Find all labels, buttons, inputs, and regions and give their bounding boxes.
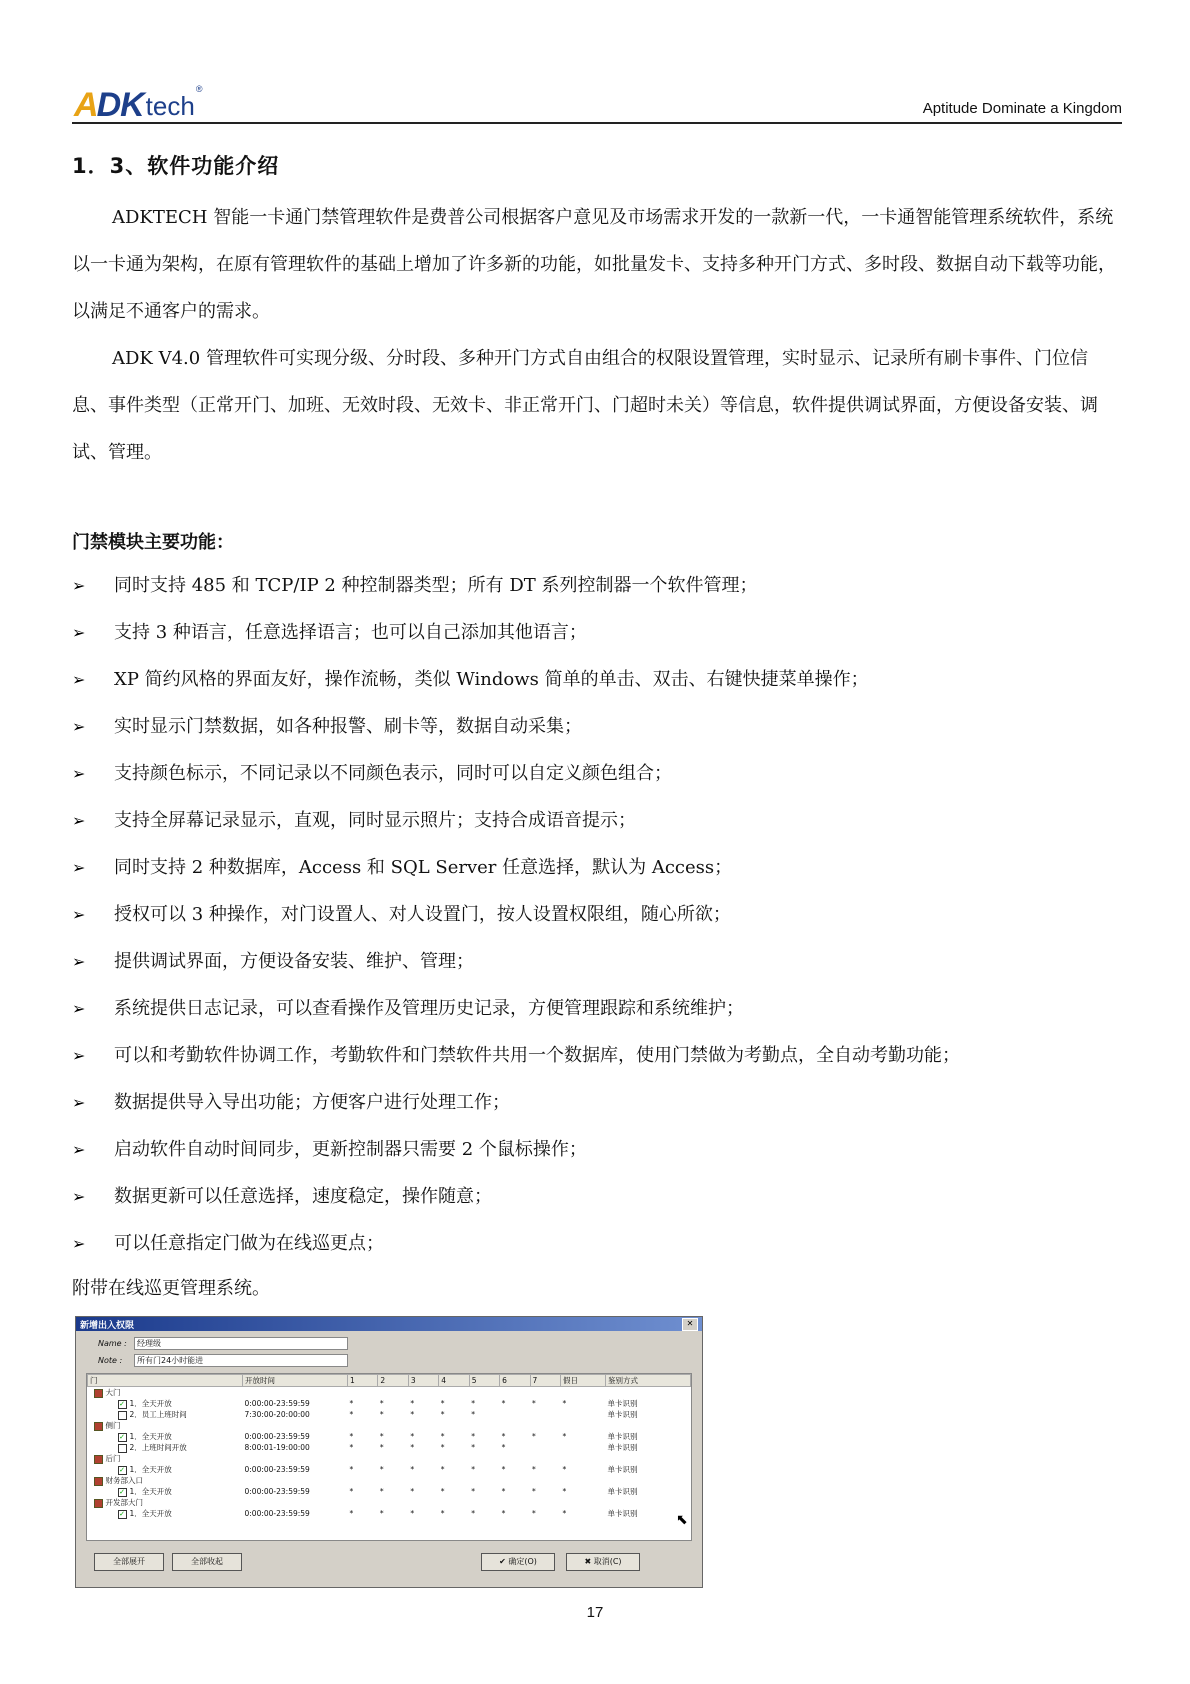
- day-cell[interactable]: *: [349, 1443, 354, 1452]
- day-cell[interactable]: *: [562, 1399, 567, 1408]
- day-cell[interactable]: [530, 1420, 560, 1431]
- rule-time: 0:00:00-23:59:59: [244, 1399, 310, 1408]
- day-cell[interactable]: *: [532, 1465, 536, 1474]
- day-cell[interactable]: *: [471, 1509, 475, 1518]
- rule-checkbox[interactable]: ✓: [119, 1487, 125, 1496]
- day-cell[interactable]: *: [532, 1432, 536, 1441]
- door-icon: [94, 1422, 103, 1431]
- rule-name: 1．全天开放: [129, 1509, 172, 1518]
- door-name: 财务部入口: [105, 1476, 143, 1485]
- day-cell[interactable]: *: [379, 1487, 384, 1496]
- auth-method: [606, 1497, 691, 1508]
- day-cell[interactable]: *: [379, 1465, 384, 1474]
- bullet-arrow-icon: ➢: [72, 811, 86, 830]
- feature-text: 授权可以 3 种操作，对门设置人、对人设置门，按人设置权限组，随心所欲；: [114, 904, 731, 925]
- bullet-arrow-icon: ➢: [72, 1140, 86, 1159]
- rule-checkbox[interactable]: ✓: [119, 1465, 125, 1474]
- rule-time: [243, 1497, 348, 1508]
- bullet-arrow-icon: ➢: [72, 670, 86, 689]
- rule-name: 2．上班时间开放: [129, 1443, 187, 1452]
- day-cell[interactable]: *: [471, 1443, 475, 1452]
- rule-checkbox[interactable]: [118, 1444, 127, 1453]
- cancel-button[interactable]: ✖ 取消(C): [566, 1553, 640, 1571]
- intro-paragraph: ADKTECH 智能一卡通门禁管理软件是费普公司根据客户意见及市场需求开发的一款新一代，一卡通智能管理系统软件，系统以一卡通为架构，在原有管理软件的基础上增加了许多新的功能，如批量发卡、支持多种开门方式、多时段、数据自动下载等功能，以满足不通客户的需求。: [72, 207, 1116, 322]
- day-cell[interactable]: *: [440, 1487, 445, 1496]
- day-cell[interactable]: *: [379, 1399, 384, 1408]
- day-cell[interactable]: *: [349, 1432, 354, 1441]
- day-cell[interactable]: *: [471, 1432, 475, 1441]
- expand-all-button[interactable]: 全部展开: [94, 1553, 164, 1571]
- feature-text: 同时支持 485 和 TCP/IP 2 种控制器类型；所有 DT 系列控制器一个软件管理；: [114, 575, 758, 596]
- day-cell[interactable]: *: [440, 1432, 445, 1441]
- ok-button[interactable]: ✔ 确定(O): [481, 1553, 555, 1571]
- close-icon[interactable]: ✕: [682, 1318, 698, 1331]
- day-cell[interactable]: *: [349, 1410, 354, 1419]
- rule-time: 8:00:01-19:00:00: [244, 1443, 310, 1452]
- day-cell[interactable]: *: [440, 1443, 445, 1452]
- rule-time: 7:30:00-20:00:00: [244, 1410, 310, 1419]
- grid-column-header[interactable]: 3: [408, 1375, 438, 1387]
- day-cell[interactable]: *: [562, 1509, 567, 1518]
- bullet-arrow-icon: ➢: [72, 764, 86, 783]
- day-cell[interactable]: [469, 1420, 499, 1431]
- day-cell[interactable]: *: [562, 1487, 567, 1496]
- feature-item: [72, 891, 1122, 938]
- day-cell[interactable]: [561, 1420, 606, 1431]
- auth-method: 单卡识别: [607, 1443, 638, 1452]
- feature-item: [72, 1032, 1122, 1079]
- day-cell[interactable]: [561, 1409, 606, 1420]
- feature-text: 可以和考勤软件协调工作，考勤软件和门禁软件共用一个数据库，使用门禁做为考勤点，全自动考勤功能；: [114, 1045, 960, 1066]
- bullet-arrow-icon: ➢: [72, 623, 86, 642]
- day-cell[interactable]: *: [440, 1410, 445, 1419]
- rule-row[interactable]: [88, 1431, 691, 1442]
- day-cell[interactable]: [378, 1497, 408, 1508]
- door-icon: [94, 1455, 103, 1464]
- rule-time: 0:00:00-23:59:59: [244, 1432, 310, 1441]
- bullet-arrow-icon: ➢: [72, 905, 86, 924]
- feature-item: [72, 1220, 1122, 1267]
- door-row[interactable]: [88, 1475, 691, 1486]
- day-cell[interactable]: [561, 1442, 606, 1453]
- day-cell[interactable]: [500, 1453, 530, 1464]
- day-cell[interactable]: *: [501, 1432, 506, 1441]
- day-cell[interactable]: *: [349, 1399, 354, 1408]
- feature-list: [72, 562, 1122, 1267]
- rule-time: 0:00:00-23:59:59: [244, 1487, 310, 1496]
- day-cell[interactable]: *: [410, 1465, 415, 1474]
- day-cell[interactable]: *: [562, 1432, 567, 1441]
- auth-method: 单卡识别: [607, 1410, 638, 1419]
- bullet-arrow-icon: ➢: [72, 1234, 86, 1253]
- day-cell[interactable]: [348, 1387, 378, 1399]
- day-cell[interactable]: *: [410, 1432, 415, 1441]
- rule-row[interactable]: [88, 1486, 691, 1497]
- day-cell[interactable]: [469, 1453, 499, 1464]
- grid-column-header[interactable]: 5: [469, 1375, 499, 1387]
- feature-text: XP 简约风格的界面友好，操作流畅，类似 Windows 简单的单击、双击、右键快捷菜单操作；: [114, 669, 869, 690]
- rule-row[interactable]: [88, 1442, 691, 1453]
- mouse-cursor-icon: ⬉: [676, 1512, 688, 1528]
- day-cell[interactable]: *: [410, 1487, 415, 1496]
- day-cell[interactable]: *: [471, 1487, 475, 1496]
- company-logo: A DK tech ®: [74, 84, 203, 124]
- name-label: Name :: [98, 1339, 127, 1348]
- feature-item: [72, 1173, 1122, 1220]
- day-cell[interactable]: *: [471, 1399, 475, 1408]
- rule-time: 0:00:00-23:59:59: [244, 1465, 310, 1474]
- grid-column-header[interactable]: 2: [378, 1375, 408, 1387]
- day-cell[interactable]: *: [379, 1509, 384, 1518]
- day-cell[interactable]: [561, 1475, 606, 1486]
- rule-time: 0:00:00-23:59:59: [244, 1509, 310, 1518]
- day-cell[interactable]: [348, 1475, 378, 1486]
- day-cell[interactable]: [408, 1497, 438, 1508]
- rule-name: 1．全天开放: [129, 1399, 172, 1408]
- day-cell[interactable]: [408, 1453, 438, 1464]
- day-cell[interactable]: [500, 1409, 530, 1420]
- door-icon: [94, 1477, 103, 1486]
- bullet-arrow-icon: ➢: [72, 858, 86, 877]
- day-cell[interactable]: *: [471, 1410, 475, 1419]
- auth-method: 单卡识别: [607, 1465, 638, 1474]
- day-cell[interactable]: *: [349, 1487, 354, 1496]
- feature-text: 系统提供日志记录，可以查看操作及管理历史记录，方便管理跟踪和系统维护；: [114, 998, 744, 1019]
- rule-checkbox[interactable]: ✓: [119, 1432, 125, 1441]
- day-cell[interactable]: [439, 1420, 469, 1431]
- day-cell[interactable]: [530, 1453, 560, 1464]
- day-cell[interactable]: [439, 1453, 469, 1464]
- day-cell[interactable]: [469, 1497, 499, 1508]
- collapse-all-button[interactable]: 全部收起: [172, 1553, 242, 1571]
- feature-text: 支持全屏幕记录显示，直观，同时显示照片；支持合成语音提示；: [114, 810, 636, 831]
- day-cell[interactable]: *: [349, 1509, 354, 1518]
- door-name: 后门: [105, 1454, 121, 1463]
- bullet-arrow-icon: ➢: [72, 1187, 86, 1206]
- page-number: 17: [586, 1604, 604, 1621]
- feature-item: [72, 1079, 1122, 1126]
- name-input[interactable]: 经理级: [134, 1337, 348, 1350]
- day-cell[interactable]: [348, 1497, 378, 1508]
- rule-row[interactable]: [88, 1508, 691, 1519]
- bullet-arrow-icon: ➢: [72, 999, 86, 1018]
- bullet-arrow-icon: ➢: [72, 1093, 86, 1112]
- rule-row[interactable]: [88, 1409, 691, 1420]
- note-input[interactable]: 所有门24小时能进: [134, 1354, 348, 1367]
- day-cell[interactable]: [348, 1420, 378, 1431]
- day-cell[interactable]: *: [532, 1509, 536, 1518]
- day-cell[interactable]: [561, 1497, 606, 1508]
- grid-column-header[interactable]: 1: [348, 1375, 378, 1387]
- day-cell[interactable]: [530, 1409, 560, 1420]
- header-tagline: Aptitude Dominate a Kingdom: [922, 100, 1122, 117]
- feature-item: [72, 609, 1122, 656]
- day-cell[interactable]: [408, 1475, 438, 1486]
- day-cell[interactable]: *: [379, 1410, 384, 1419]
- day-cell[interactable]: [378, 1420, 408, 1431]
- note-label: Note :: [98, 1356, 123, 1365]
- day-cell[interactable]: *: [410, 1410, 415, 1419]
- day-cell[interactable]: [408, 1387, 438, 1399]
- embedded-screenshot: [75, 1316, 703, 1588]
- grid-column-header[interactable]: 6: [500, 1375, 530, 1387]
- rule-time: [243, 1420, 348, 1431]
- day-cell[interactable]: [408, 1420, 438, 1431]
- auth-method: [606, 1453, 691, 1464]
- door-row[interactable]: [88, 1497, 691, 1508]
- auth-method: [606, 1420, 691, 1431]
- feature-text: 实时显示门禁数据，如各种报警、刷卡等，数据自动采集；: [114, 716, 582, 737]
- grid-header-row: [88, 1375, 691, 1387]
- day-cell[interactable]: [469, 1475, 499, 1486]
- feature-item: [72, 797, 1122, 844]
- day-cell[interactable]: *: [410, 1509, 415, 1518]
- dialog-titlebar: [76, 1317, 702, 1331]
- grid-column-header[interactable]: 鉴别方式: [606, 1375, 691, 1387]
- day-cell[interactable]: [348, 1453, 378, 1464]
- door-row[interactable]: [88, 1420, 691, 1431]
- auth-method: [606, 1475, 691, 1486]
- grid-column-header[interactable]: 开放时间: [243, 1375, 348, 1387]
- day-cell[interactable]: [378, 1387, 408, 1399]
- day-cell[interactable]: [500, 1475, 530, 1486]
- day-cell[interactable]: *: [532, 1487, 536, 1496]
- feature-text: 可以任意指定门做为在线巡更点；: [114, 1233, 384, 1254]
- day-cell[interactable]: [439, 1387, 469, 1399]
- day-cell[interactable]: *: [349, 1465, 354, 1474]
- door-icon: [94, 1499, 103, 1508]
- rule-name: 1．全天开放: [129, 1465, 172, 1474]
- day-cell[interactable]: *: [501, 1487, 506, 1496]
- feature-text: 启动软件自动时间同步，更新控制器只需要 2 个鼠标操作；: [114, 1139, 587, 1160]
- day-cell[interactable]: [530, 1387, 560, 1399]
- day-cell[interactable]: *: [501, 1399, 506, 1408]
- door-name: 开发部大门: [105, 1498, 143, 1507]
- day-cell[interactable]: *: [440, 1509, 445, 1518]
- day-cell[interactable]: *: [562, 1465, 567, 1474]
- day-cell[interactable]: *: [501, 1509, 506, 1518]
- bullet-arrow-icon: ➢: [72, 717, 86, 736]
- door-row[interactable]: [88, 1387, 691, 1399]
- day-cell[interactable]: [561, 1453, 606, 1464]
- day-cell[interactable]: [530, 1442, 560, 1453]
- door-icon: [94, 1389, 103, 1398]
- day-cell[interactable]: [500, 1387, 530, 1399]
- feature-text: 数据提供导入导出功能；方便客户进行处理工作；: [114, 1092, 510, 1113]
- grid-column-header[interactable]: 4: [439, 1375, 469, 1387]
- rule-checkbox[interactable]: [118, 1411, 127, 1420]
- feature-text: 支持 3 种语言，任意选择语言；也可以自己添加其他语言；: [114, 622, 587, 643]
- day-cell[interactable]: [439, 1475, 469, 1486]
- day-cell[interactable]: *: [410, 1399, 415, 1408]
- rule-time: [243, 1475, 348, 1486]
- door-name: 侧门: [105, 1421, 121, 1430]
- grid-column-header[interactable]: 门: [88, 1375, 243, 1387]
- section-title: 1．3、软件功能介绍: [72, 154, 280, 178]
- day-cell[interactable]: [500, 1420, 530, 1431]
- note-field-row: [98, 1354, 348, 1367]
- feature-text: 支持颜色标示，不同记录以不同颜色表示，同时可以自定义颜色组合；: [114, 763, 672, 784]
- rule-name: 1．全天开放: [129, 1432, 172, 1441]
- day-cell[interactable]: [500, 1497, 530, 1508]
- day-cell[interactable]: *: [410, 1443, 415, 1452]
- feature-text: 数据更新可以任意选择，速度稳定，操作随意；: [114, 1186, 492, 1207]
- feature-item: [72, 985, 1122, 1032]
- grid-column-header[interactable]: 7: [530, 1375, 560, 1387]
- rule-time: [243, 1453, 348, 1464]
- day-cell[interactable]: *: [379, 1443, 384, 1452]
- feature-text: 提供调试界面，方便设备安装、维护、管理；: [114, 951, 474, 972]
- rule-name: 2．员工上班时间: [129, 1410, 187, 1419]
- day-cell[interactable]: *: [440, 1399, 445, 1408]
- rule-row[interactable]: [88, 1398, 691, 1409]
- day-cell[interactable]: [530, 1475, 560, 1486]
- feature-item: [72, 938, 1122, 985]
- day-cell[interactable]: *: [440, 1465, 445, 1474]
- day-cell[interactable]: *: [471, 1465, 475, 1474]
- auth-method: 单卡识别: [607, 1509, 638, 1518]
- bullet-arrow-icon: ➢: [72, 1046, 86, 1065]
- rule-name: 1．全天开放: [129, 1487, 172, 1496]
- bullet-arrow-icon: ➢: [72, 576, 86, 595]
- permission-grid: [86, 1373, 692, 1541]
- door-name: 大门: [105, 1388, 121, 1397]
- auth-method: 单卡识别: [607, 1432, 638, 1441]
- day-cell[interactable]: [469, 1387, 499, 1399]
- feature-item: [72, 1126, 1122, 1173]
- rule-checkbox[interactable]: ✓: [119, 1399, 125, 1408]
- header-divider: [72, 122, 1122, 124]
- feature-item: [72, 562, 1122, 609]
- grid-column-header[interactable]: 假日: [561, 1375, 606, 1387]
- closing-line: 附带在线巡更管理系统。: [72, 1278, 270, 1299]
- day-cell[interactable]: *: [532, 1399, 536, 1408]
- feature-item: [72, 656, 1122, 703]
- day-cell[interactable]: [378, 1453, 408, 1464]
- feature-text: 同时支持 2 种数据库，Access 和 SQL Server 任意选择，默认为 Access；: [114, 857, 733, 878]
- name-field-row: [98, 1337, 348, 1350]
- day-cell[interactable]: *: [379, 1432, 384, 1441]
- day-cell[interactable]: [561, 1387, 606, 1399]
- feature-item: [72, 703, 1122, 750]
- features-heading: 门禁模块主要功能：: [72, 532, 234, 553]
- feature-item: [72, 750, 1122, 797]
- rule-row[interactable]: [88, 1464, 691, 1475]
- page-content: [72, 150, 1122, 1311]
- day-cell[interactable]: *: [501, 1443, 506, 1452]
- rule-time: [243, 1387, 348, 1399]
- day-cell[interactable]: [439, 1497, 469, 1508]
- auth-method: [606, 1387, 691, 1399]
- day-cell[interactable]: [378, 1475, 408, 1486]
- door-row[interactable]: [88, 1453, 691, 1464]
- dialog-title: 新增出入权限: [80, 1320, 135, 1331]
- auth-method: 单卡识别: [607, 1487, 638, 1496]
- auth-method: 单卡识别: [607, 1399, 638, 1408]
- rule-checkbox[interactable]: ✓: [119, 1509, 125, 1518]
- day-cell[interactable]: [530, 1497, 560, 1508]
- bullet-arrow-icon: ➢: [72, 952, 86, 971]
- day-cell[interactable]: *: [501, 1465, 506, 1474]
- intro-paragraph: ADK V4.0 管理软件可实现分级、分时段、多种开门方式自由组合的权限设置管理，实时显示、记录所有刷卡事件、门位信息、事件类型（正常开门、加班、无效时段、无效卡、非正常开门、门超时未关）等信息，软件提供调试界面，方便设备安装、调试、管理。: [72, 348, 1098, 463]
- feature-item: [72, 844, 1122, 891]
